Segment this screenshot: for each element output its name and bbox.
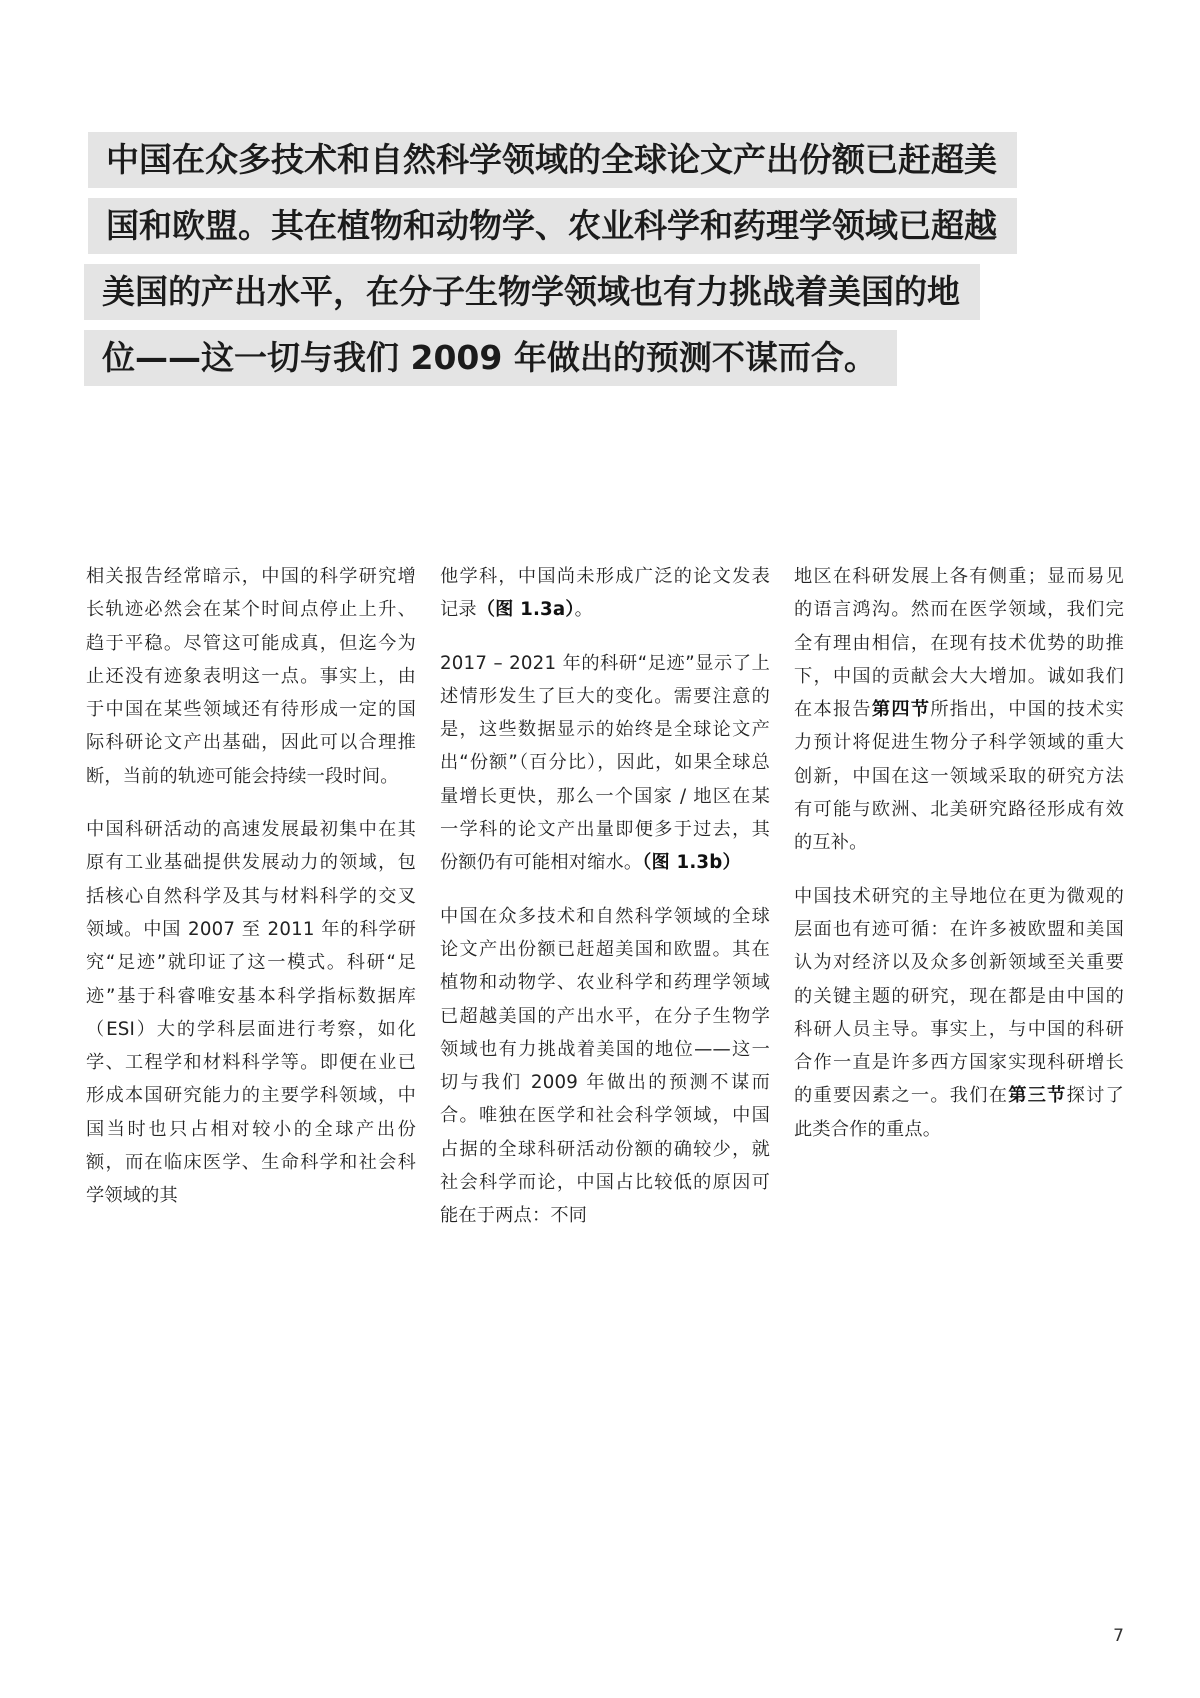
paragraph: 相关报告经常暗示，中国的科学研究增长轨迹必然会在某个时间点停止上升、趋于平稳。尽管这可能成真，但迄今为止还没有迹象表明这一点。事实上，由于中国在某些领域还有待形成一定的国际科研论文产出基础，因此可以合理推断，当前的轨迹可能会持续一段时间。 <box>86 566 416 787</box>
paragraph <box>794 880 1124 1146</box>
paragraph: 中国科研活动的高速发展最初集中在其原有工业基础提供发展动力的领域，包括核心自然科学及其与材料科学的交叉领域。中国 2007 至 2011 年的科学研究“足迹”就印证了这一模式。科研“足迹”基于科睿唯安基本科学指标数据库（ESI）大的学科层面进行考察，如化学、工程学和材料科学等。即便在业已形成本国研究能力的主要学科领域，中国当时也只占相对较小的全球产出份额，而在临床医学、生命科学和社会科学领域的其 <box>86 819 416 1207</box>
paragraph-text: 中国技术研究的主导地位在更为微观的层面也有迹可循：在许多被欧盟和美国认为对经济以及众多创新领域至关重要的关键主题的研究，现在都是由中国的科研人员主导。事实上，与中国的科研合作一直是许多西方国家实现科研增长的重要因素之一。我们在 <box>794 885 1124 1107</box>
section-reference: 第四节 <box>871 699 931 721</box>
paragraph-text: 2017 – 2021 年的科研“足迹”显示了上述情形发生了巨大的变化。需要注意的是，这些数据显示的始终是全球论文产出“份额”（百分比），因此，如果全球总量增长更快，那么一个国家 / 地区在某一学科的论文产出量即便多于过去，其份额仍有可能相对缩水。 <box>440 652 770 874</box>
section-reference: 第三节 <box>1008 1085 1067 1107</box>
column-1 <box>86 560 416 1233</box>
paragraph-text: 所指出，中国的技术实力预计将促进生物分子科学领域的重大创新，中国在这一领域采取的研究方法有可能与欧洲、北美研究路径形成有效的互补。 <box>794 699 1124 854</box>
paragraph <box>794 560 1124 860</box>
paragraph <box>440 647 770 880</box>
paragraph-text: 地区在科研发展上各有侧重；显而易见的语言鸿沟。然而在医学领域，我们完全有理由相信，在现有技术优势的助推下，中国的贡献会大大增加。诚如我们在本报告 <box>794 566 1124 721</box>
page-number: 7 <box>1113 1626 1124 1646</box>
column-2 <box>440 560 770 1253</box>
paragraph-text: 。 <box>574 599 594 621</box>
pull-quote-line-1: 中国在众多技术和自然科学领域的全球论文产出份额已赶超美 <box>88 132 1017 188</box>
pull-quote <box>84 132 1124 396</box>
paragraph <box>440 560 770 627</box>
pull-quote-line-3: 美国的产出水平，在分子生物学领域也有力挑战着美国的地 <box>84 264 980 320</box>
paragraph-text: 他学科，中国尚未形成广泛的论文发表记录 <box>440 566 770 621</box>
paragraph: 中国在众多技术和自然科学领域的全球论文产出份额已赶超美国和欧盟。其在植物和动物学、农业科学和药理学领域已超越美国的产出水平，在分子生物学领域也有力挑战着美国的地位——这一切与我们 2009 年做出的预测不谋而合。唯独在医学和社会科学领域，中国占据的全球科研活动份额的确较少，就社会科学而论，中国占比较低的原因可能在于两点：不同 <box>440 905 770 1227</box>
paragraph-text: 探讨了此类合作的重点。 <box>794 1085 1125 1140</box>
figure-reference: （图 1.3b） <box>642 852 741 874</box>
figure-reference: （图 1.3a） <box>476 599 575 621</box>
pull-quote-line-4: 位——这一切与我们 2009 年做出的预测不谋而合。 <box>84 330 897 386</box>
pull-quote-line-2: 国和欧盟。其在植物和动物学、农业科学和药理学领域已超越 <box>88 198 1017 254</box>
column-3 <box>794 560 1124 1166</box>
